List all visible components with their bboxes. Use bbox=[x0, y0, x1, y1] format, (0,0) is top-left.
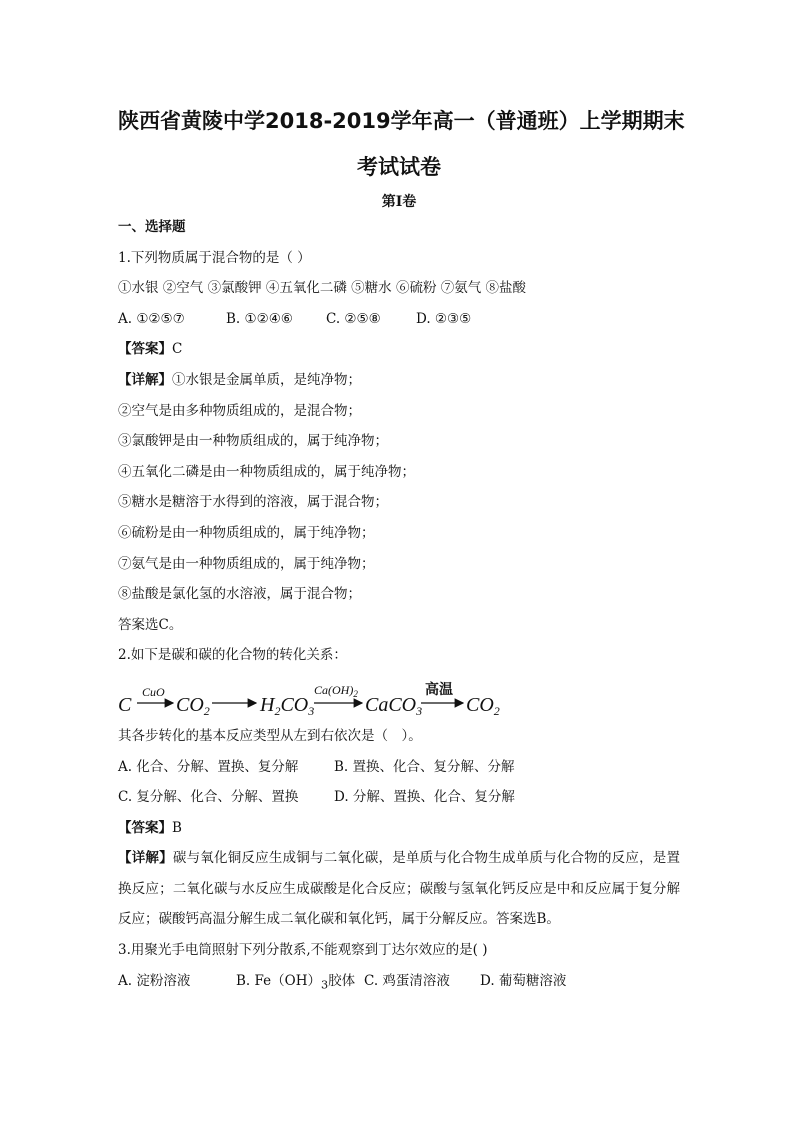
q2-option-d: D. 分解、置换、化合、复分解 bbox=[334, 789, 515, 806]
q1-detail-line: ⑦氨气是由一种物质组成的，属于纯净物； bbox=[118, 555, 375, 572]
q1-option-c: C. ②⑤⑧ bbox=[326, 310, 381, 327]
q1-answer bbox=[118, 334, 680, 365]
q1-detail-line: ⑥硫粉是由一种物质组成的，属于纯净物； bbox=[118, 524, 375, 541]
page-title bbox=[118, 98, 685, 190]
q2-answer-value: B bbox=[172, 819, 182, 836]
reaction-chain-diagram bbox=[118, 675, 680, 721]
q1-option-d: D. ②③⑤ bbox=[416, 310, 472, 327]
exam-page bbox=[118, 98, 685, 1001]
q3-stem: 3.用聚光手电筒照射下列分散系,不能观察到丁达尔效应的是( ) bbox=[118, 942, 488, 959]
q1-detail-line: ④五氧化二磷是由一种物质组成的，属于纯净物； bbox=[118, 463, 415, 480]
q1-stem: 1.下列物质属于混合物的是（ ） bbox=[118, 249, 311, 266]
q2-answer-tag: 【答案】 bbox=[118, 819, 172, 836]
q1-answer-value: C bbox=[172, 341, 183, 358]
q2-option-c: C. 复分解、化合、分解、置换 bbox=[118, 789, 299, 806]
q3-option-a: A. 淀粉溶液 bbox=[118, 972, 191, 989]
q1-detail-line: ⑧盐酸是氯化氢的水溶液，属于混合物； bbox=[118, 586, 361, 603]
q1-option-b: B. ①②④⑥ bbox=[226, 310, 293, 327]
q3-options bbox=[118, 966, 680, 1001]
q2-options-row-1 bbox=[118, 752, 680, 783]
condition-high-temp: 高温 bbox=[425, 681, 453, 698]
formula-h2co3: $H_2CO_3$ bbox=[260, 693, 315, 718]
q1-option-a: A. ①②⑤⑦ bbox=[118, 310, 185, 327]
q1-items: ①水银 ②空气 ③氯酸钾 ④五氧化二磷 ⑤糖水 ⑥硫粉 ⑦氨气 ⑧盐酸 bbox=[118, 280, 527, 297]
q2-option-b: B. 置换、化合、复分解、分解 bbox=[334, 758, 515, 775]
q3-option-b: B. $Fe(OH)_3$胶体 bbox=[236, 972, 356, 992]
reagent-cuo: CuO bbox=[142, 684, 165, 699]
reagent-caoh2: $Ca(OH)_2$ bbox=[314, 682, 358, 699]
q2-question: 其各步转化的基本反应类型从左到右依次是（ ）。 bbox=[118, 727, 422, 744]
q1-conclusion: 答案选C。 bbox=[118, 616, 183, 633]
q1-detail-line: ②空气是由多种物质组成的，是混合物； bbox=[118, 402, 361, 419]
q2-stem: 2.如下是碳和碳的化合物的转化关系： bbox=[118, 647, 347, 664]
formula-co2-a: $CO_2$ bbox=[176, 693, 210, 718]
q1-detail-text: ①水银是金属单质，是纯净物； bbox=[172, 371, 361, 388]
q2-option-a: A. 化合、分解、置换、复分解 bbox=[118, 758, 299, 775]
q2-detail-tag: 【详解】 bbox=[118, 850, 173, 867]
title-line-1: 陕西省黄陵中学2018-2019学年高一（普通班）上学期期末 bbox=[118, 109, 685, 133]
q1-detail-first bbox=[118, 365, 680, 396]
q1-detail-tag: 【详解】 bbox=[118, 371, 172, 388]
q2-options-row-2 bbox=[118, 782, 680, 813]
q3-option-c: C. 鸡蛋清溶液 bbox=[364, 972, 450, 989]
q2-answer bbox=[118, 813, 680, 844]
section-heading: 一、选择题 bbox=[118, 219, 186, 235]
q2-detail-text: 碳与氧化铜反应生成铜与二氧化碳，是单质与化合物生成单质与化合物的反应，是置换反应；二氧化碳与水反应生成碳酸是化合反应；碳酸与氢氧化钙反应是中和反应属于复分解反应；碳酸钙高温分解生成二氧化碳和氧化钙，属于分解反应。答案选B。 bbox=[118, 850, 681, 928]
q1-options bbox=[118, 304, 680, 335]
q1-detail-line: ⑤糖水是糖溶于水得到的溶液，属于混合物； bbox=[118, 494, 388, 511]
formula-caco3: CaCO$_3$ bbox=[365, 693, 423, 718]
q2-detail bbox=[118, 843, 680, 935]
formula-c: C bbox=[118, 693, 132, 716]
formula-co2-b: $CO_2$ bbox=[466, 693, 500, 718]
q1-detail-line: ③氯酸钾是由一种物质组成的，属于纯净物； bbox=[118, 433, 388, 450]
q1-answer-tag: 【答案】 bbox=[118, 341, 172, 358]
q3-option-d: D. 葡萄糖溶液 bbox=[480, 972, 567, 989]
title-line-2: 考试试卷 bbox=[357, 155, 441, 179]
volume-heading: 第Ⅰ卷 bbox=[381, 194, 417, 210]
